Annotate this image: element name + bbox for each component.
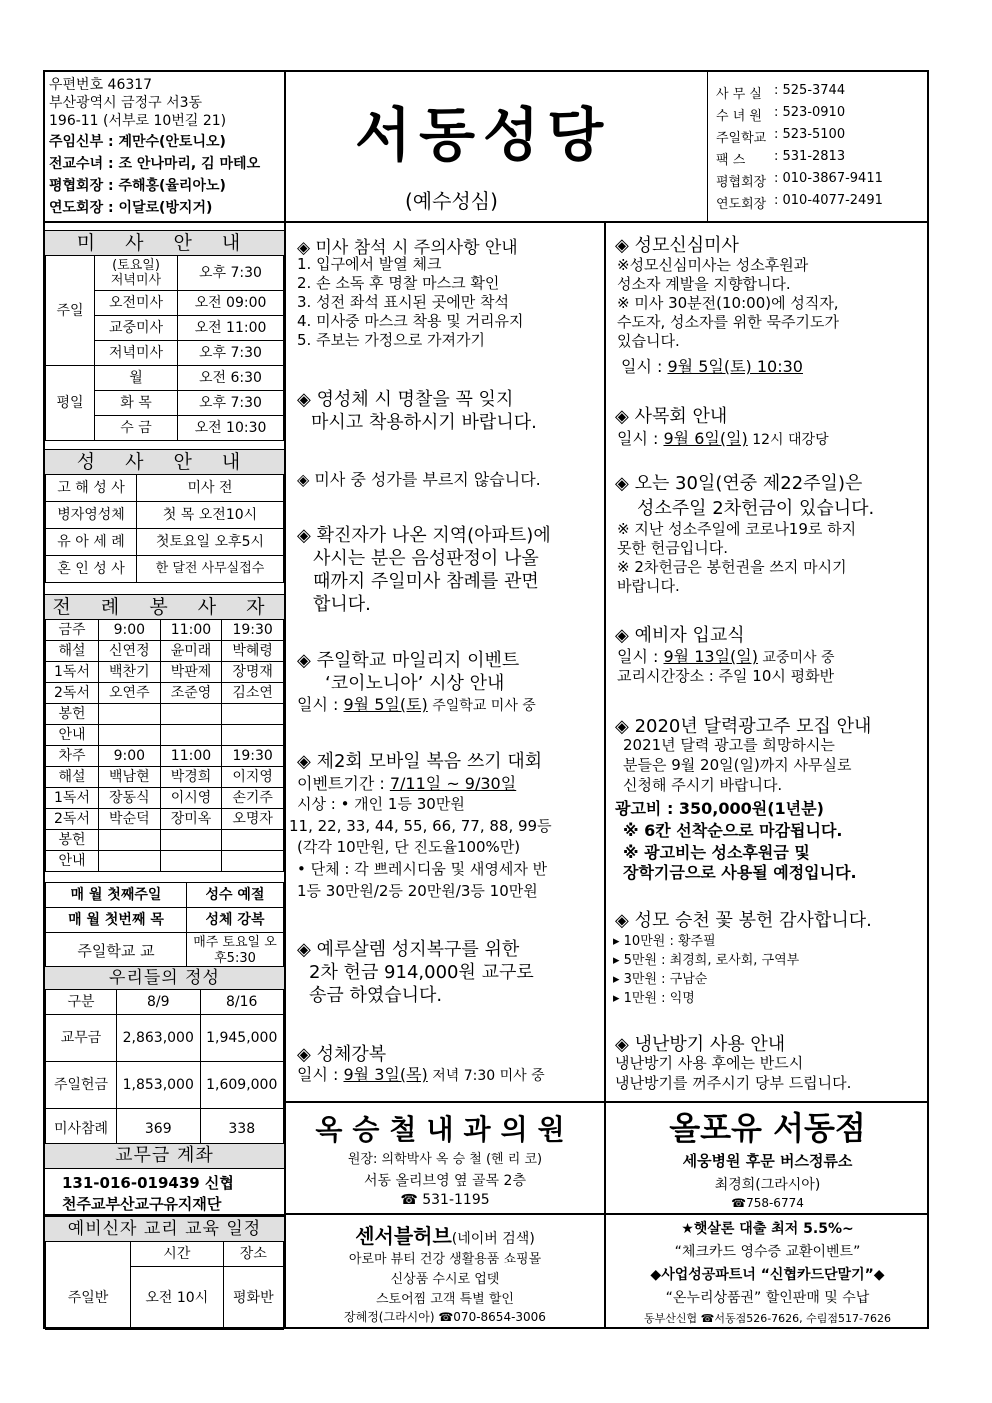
- server-row: [46, 851, 284, 872]
- ads-mid-divider: [285, 1213, 929, 1215]
- mass-time: 오전 6:30: [178, 366, 284, 391]
- contact-label: 사 무 실: [716, 87, 762, 102]
- notice-title: ◈ 성체강복: [297, 1044, 387, 1065]
- server-name: [99, 725, 161, 746]
- date-suffix: 12시 대강당: [747, 432, 829, 448]
- offering-row-label: 주일헌금: [46, 1062, 117, 1109]
- sacrament-table: [45, 474, 284, 583]
- date-line: [297, 1062, 545, 1085]
- server-name: 장동식: [99, 788, 161, 809]
- catechumen-time: 오전 10시: [131, 1267, 224, 1330]
- offering-value: 2,863,000: [117, 1015, 201, 1062]
- notice-line: ▸ 3만원 : 구남순: [613, 972, 708, 987]
- date-line: [617, 644, 835, 667]
- notice-title: ◈ 오는 30일(연중 제22주일)은: [615, 473, 863, 494]
- mass-time: 오전 10:30: [178, 416, 284, 441]
- notice-line: 1. 입구에서 발열 체크: [297, 255, 442, 273]
- notice-line: ※ 지난 성소주일에 코로나19로 하지: [617, 520, 857, 538]
- offering-col: 8/9: [117, 990, 201, 1015]
- contact-label: 연도회장: [716, 197, 767, 212]
- mass-time: 오전 11:00: [178, 316, 284, 341]
- server-role: 1독서: [46, 788, 99, 809]
- clinic-address: 서동 올리브영 옆 골목 2층: [364, 1173, 526, 1189]
- offering-table: [45, 989, 284, 1150]
- date-suffix: 저녁 7:30 미사 중: [427, 1068, 545, 1084]
- server-role: 차주: [46, 746, 99, 767]
- sacrament-value: 미사 전: [137, 475, 284, 502]
- notice-title: ◈ 성모신심미사: [615, 235, 739, 256]
- contact-value: : 531-2813: [774, 149, 846, 164]
- notice-line: ※ 미사 30분전(10:00)에 성직자,: [617, 294, 839, 312]
- herb-tag: (네이버 검색): [451, 1231, 535, 1247]
- sisters: 전교수녀 : 조 안나마리, 김 마테오: [49, 156, 261, 172]
- notice-line: 장학기금으로 사용될 예정입니다.: [623, 863, 857, 882]
- credit-contact: 동부산신협 ☎서동점526-7626, 수림점517-7626: [644, 1312, 891, 1325]
- servers-table: [45, 619, 284, 872]
- monthly-value: 성체 강복: [187, 908, 284, 933]
- mass-name: (토요일) 저녁미사: [95, 256, 178, 291]
- date-line: [621, 354, 803, 377]
- herb-title: [286, 1220, 604, 1249]
- monthly-table: [45, 882, 284, 970]
- notice-line: 분들은 9월 20일(일)까지 사무실로: [623, 756, 852, 774]
- herb-line: 신상품 수시로 업뎃: [390, 1272, 500, 1287]
- monthly-value: 성수 예절: [187, 883, 284, 908]
- pastor: 주임신부 : 계만수(안토니오): [49, 134, 226, 150]
- notice-title: ◈ 영성체 시 명찰을 꼭 잊지: [297, 389, 514, 410]
- mass-name: 화 목: [95, 391, 178, 416]
- offering-row-label: 미사참례: [46, 1109, 117, 1150]
- catechumen-row-label: 주일반: [46, 1267, 131, 1330]
- server-name: [160, 725, 222, 746]
- server-role: 안내: [46, 851, 99, 872]
- notice-line: 냉난방기 사용 후에는 반드시: [615, 1054, 804, 1072]
- notice-line: 광고비 : 350,000원(1년분): [615, 799, 824, 818]
- credit-line: “체크카드 영수증 교환이벤트”: [674, 1244, 861, 1260]
- mass-table: [45, 255, 284, 441]
- date-value: 7/11일 ~ 9/30일: [389, 774, 517, 793]
- mass-time: 오후 7:30: [178, 256, 284, 291]
- server-row: [46, 788, 284, 809]
- school-label: 주일학교 교: [46, 933, 187, 970]
- sacrament-value: 첫 목 오전10시: [137, 502, 284, 529]
- sacrament-name: 고 해 성 사: [46, 475, 137, 502]
- server-name: 이지영: [222, 767, 284, 788]
- date-line: [617, 426, 829, 449]
- server-role: 안내: [46, 725, 99, 746]
- sacrament-name: 유 아 세 례: [46, 529, 137, 556]
- server-row: [46, 746, 284, 767]
- notice-line: 성소주일 2차헌금이 있습니다.: [637, 498, 875, 519]
- server-name: 윤미래: [160, 641, 222, 662]
- herb-line: 스토어찜 고객 특별 할인: [376, 1292, 514, 1307]
- notice-line: 사시는 분은 음성판정이 나올: [313, 548, 539, 569]
- date-value: 9월 5일(토) 10:30: [667, 357, 803, 376]
- notice-line: 신청해 주시기 바랍니다.: [623, 776, 783, 794]
- notice-line: 수도자, 성소자를 위한 묵주기도가: [617, 313, 839, 331]
- date-prefix: 일시 :: [297, 695, 344, 714]
- herb-line: 아로마 뷰티 건강 생활용품 쇼핑몰: [348, 1252, 542, 1267]
- date-value: 9월 13일(일): [663, 647, 758, 666]
- server-role: 봉헌: [46, 830, 99, 851]
- server-role: 해설: [46, 641, 99, 662]
- offering-row-label: 교무금: [46, 1015, 117, 1062]
- page-title: 서동성당: [355, 101, 612, 169]
- allpo-contact: 최경희(그라시아): [714, 1177, 821, 1193]
- date-prefix: 일시 :: [617, 647, 664, 666]
- notice-line: 11, 22, 33, 44, 55, 66, 77, 88, 99등: [289, 817, 552, 835]
- server-name: [222, 851, 284, 872]
- date-prefix: 이벤트기간 :: [297, 774, 390, 793]
- account-holder: 천주교부산교구유지재단: [62, 1195, 222, 1213]
- mass-heading: 미 사 안 내: [45, 230, 284, 256]
- contact-label: 평협회장: [716, 175, 767, 190]
- offering-value: 1,609,000: [200, 1062, 284, 1109]
- server-name: [222, 704, 284, 725]
- notice-line: ※ 6칸 선착순으로 마감됩니다.: [623, 821, 843, 840]
- contact-value: : 010-3867-9411: [774, 171, 883, 186]
- notice-title: ◈ 미사 참석 시 주의사항 안내: [297, 238, 518, 258]
- server-name: [160, 851, 222, 872]
- server-row: [46, 830, 284, 851]
- notice-line: ▸ 1만원 : 익명: [613, 991, 695, 1006]
- server-role: 1독서: [46, 662, 99, 683]
- notice-line: 냉난방기를 꺼주시기 당부 드립니다.: [615, 1074, 852, 1092]
- server-name: 이시영: [160, 788, 222, 809]
- account-heading: 교무금 계좌: [45, 1143, 284, 1169]
- server-role: 봉헌: [46, 704, 99, 725]
- server-name: 19:30: [222, 746, 284, 767]
- sacrament-value: 첫토요일 오후5시: [137, 529, 284, 556]
- server-name: 박혜령: [222, 641, 284, 662]
- date-prefix: 일시 :: [297, 1065, 344, 1084]
- notice-line: 2021년 달력 광고를 희망하시는: [623, 736, 835, 754]
- notice-title: ◈ 사목회 안내: [615, 406, 728, 427]
- notice-title: ◈ 예비자 입교식: [615, 625, 745, 646]
- offering-col: 구분: [46, 990, 117, 1015]
- school-value: 매주 토요일 오후5:30: [187, 933, 284, 970]
- sacrament-name: 혼 인 성 사: [46, 556, 137, 583]
- date-value: 9월 6일(일): [663, 429, 748, 448]
- notice-line: 1등 30만원/2등 20만원/3등 10만원: [297, 882, 538, 900]
- server-name: 손기주: [222, 788, 284, 809]
- date-suffix: 주일학교 미사 중: [427, 698, 536, 714]
- server-name: 장명재: [222, 662, 284, 683]
- catechumen-place: 평화반: [223, 1267, 283, 1330]
- mass-name: 월: [95, 366, 178, 391]
- notice-line: 못한 헌금입니다.: [617, 539, 728, 557]
- notice-title: ◈ 성모 승천 꽃 봉헌 감사합니다.: [615, 910, 872, 931]
- notice-title: ◈ 주일학교 마일리지 이벤트: [297, 650, 520, 671]
- notice-title: ◈ 제2회 모바일 복음 쓰기 대회: [297, 751, 543, 772]
- notice-line: 바랍니다.: [617, 577, 680, 595]
- monthly-name: 매 월 첫번째 목: [46, 908, 187, 933]
- mass-time: 오후 7:30: [178, 341, 284, 366]
- date-line: [297, 771, 516, 794]
- catechumen-heading: 예비신자 교리 교육 일정: [45, 1216, 284, 1242]
- server-row: [46, 641, 284, 662]
- address-line-1: 부산광역시 금정구 서3동: [49, 95, 203, 111]
- clinic-name: 옥승철내과의원: [315, 1113, 575, 1146]
- notice-line: ※ 2차헌금은 봉헌권을 쓰지 마시기: [617, 558, 847, 576]
- catechumen-table: [45, 1241, 284, 1330]
- server-name: [160, 830, 222, 851]
- mass-name: 교중미사: [95, 316, 178, 341]
- server-name: 9:00: [99, 620, 161, 641]
- sunday-label: 주일: [46, 256, 95, 366]
- offering-value: 1,945,000: [200, 1015, 284, 1062]
- allpo-name: 올포유 서동점: [669, 1109, 866, 1147]
- contact-label: 주일학교: [716, 131, 767, 146]
- server-name: 박판제: [160, 662, 222, 683]
- sacrament-value: 한 달전 사무실접수: [137, 556, 284, 583]
- notice-title: ◈ 2020년 달력광고주 모집 안내: [615, 716, 872, 737]
- credit-line: ★햇살론 대출 최저 5.5%~: [681, 1221, 854, 1237]
- date-value: 9월 5일(토): [343, 695, 428, 714]
- header-divider: [43, 221, 929, 223]
- herb-name: 센서블허브: [355, 1224, 452, 1248]
- server-role: 해설: [46, 767, 99, 788]
- contact-value: : 523-5100: [774, 127, 846, 142]
- catechumen-col: 장소: [223, 1242, 283, 1267]
- legion-head: 연도회장 : 이달로(방지거): [49, 200, 213, 216]
- notice-line: ▸ 10만원 : 황주필: [613, 934, 716, 949]
- notice-title: ◈ 예루살렘 성지복구를 위한: [297, 939, 520, 960]
- notice-line: ※성모신심미사는 성소후원과: [617, 256, 809, 274]
- server-row: [46, 620, 284, 641]
- server-name: 장미옥: [160, 809, 222, 830]
- monthly-name: 매 월 첫째주일: [46, 883, 187, 908]
- notice-line: 성소자 계발을 지향합니다.: [617, 275, 791, 293]
- weekday-label: 평일: [46, 366, 95, 441]
- server-row: [46, 725, 284, 746]
- notice-line: 합니다.: [313, 594, 371, 615]
- server-name: 조준영: [160, 683, 222, 704]
- offering-col: 8/16: [200, 990, 284, 1015]
- notice-title: ◈ 냉난방기 사용 안내: [615, 1034, 786, 1055]
- notice-line: 교리시간장소 : 주일 10시 평화반: [617, 667, 835, 685]
- date-suffix: 교중미사 중: [757, 650, 835, 666]
- notice-line: ※ 광고비는 성소후원금 및: [623, 843, 810, 862]
- council-head: 평협회장 : 주해홍(율리아노): [49, 178, 226, 194]
- notice-line: 5. 주보는 가정으로 가져가기: [297, 331, 486, 349]
- catechumen-col: 시간: [131, 1242, 224, 1267]
- clinic-doctor: 원장: 의학박사 옥 승 철 (헨 리 코): [347, 1152, 543, 1167]
- contact-divider: [707, 70, 708, 221]
- server-role: 2독서: [46, 683, 99, 704]
- page-subtitle: (예수성심): [405, 189, 498, 213]
- notice-line: 송금 하였습니다.: [309, 985, 443, 1006]
- server-name: 백남현: [99, 767, 161, 788]
- mass-name: 저녁미사: [95, 341, 178, 366]
- contact-value: : 010-4077-2491: [774, 193, 883, 208]
- offering-heading: 우리들의 정성: [45, 966, 284, 990]
- mass-name: 수 금: [95, 416, 178, 441]
- mass-time: 오전 09:00: [178, 291, 284, 316]
- servers-heading: 전 례 봉 사 자: [45, 594, 284, 620]
- notice-line: 시상 : • 개인 1등 30만원: [297, 795, 465, 813]
- server-row: [46, 704, 284, 725]
- contact-value: : 525-3744: [774, 83, 846, 98]
- server-name: 박경희: [160, 767, 222, 788]
- notice-line: 때까지 주일미사 참례를 관면: [313, 571, 539, 592]
- server-name: [222, 725, 284, 746]
- server-name: 19:30: [222, 620, 284, 641]
- date-prefix: 일시 :: [617, 429, 664, 448]
- notice-title: ◈ 확진자가 나온 지역(아파트)에: [297, 525, 551, 546]
- notice-line: • 단체 : 각 쁘레시디움 및 새영세자 반: [297, 860, 548, 878]
- server-name: 11:00: [160, 620, 222, 641]
- postal-code: 우편번호 46317: [49, 77, 153, 93]
- notice-line: 2. 손 소독 후 명찰 마스크 확인: [297, 274, 500, 292]
- date-value: 9월 3일(목): [343, 1065, 428, 1084]
- server-row: [46, 809, 284, 830]
- herb-contact: 장혜정(그라시아) ☎070-8654-3006: [344, 1310, 546, 1324]
- server-role: 금주: [46, 620, 99, 641]
- server-name: 오명자: [222, 809, 284, 830]
- account-number: 131-016-019439 신협: [62, 1174, 234, 1192]
- credit-line: ◆사업성공파트너 “신협카드단말기”◆: [650, 1267, 885, 1283]
- server-name: [99, 830, 161, 851]
- notice-line: 4. 미사중 마스크 착용 및 거리유지: [297, 312, 524, 330]
- server-name: 박순덕: [99, 809, 161, 830]
- address-line-2: 196-11 (서부로 10번길 21): [49, 113, 227, 129]
- offering-value: 338: [200, 1109, 284, 1150]
- server-name: 11:00: [160, 746, 222, 767]
- catechumen-blank: [46, 1242, 131, 1267]
- middle-column-divider: [604, 221, 606, 1101]
- server-name: [99, 851, 161, 872]
- sacrament-heading: 성 사 안 내: [45, 449, 284, 475]
- server-row: [46, 767, 284, 788]
- credit-line: “온누리상품권” 할인판매 및 수납: [665, 1290, 870, 1306]
- contact-value: : 523-0910: [774, 105, 846, 120]
- server-name: 9:00: [99, 746, 161, 767]
- date-line: [297, 692, 536, 715]
- notice-line: ▸ 5만원 : 최경희, 로사회, 구역부: [613, 953, 800, 968]
- notice-line: (각각 10만원, 단 진도율100%만): [297, 838, 521, 856]
- server-name: [222, 830, 284, 851]
- server-role: 2독서: [46, 809, 99, 830]
- mass-name: 오전미사: [95, 291, 178, 316]
- allpo-location: 세웅병원 후문 버스정류소: [682, 1152, 853, 1170]
- notice-line: 마시고 착용하시기 바랍니다.: [311, 412, 537, 433]
- notice-line: ‘코이노니아’ 시상 안내: [325, 673, 505, 694]
- server-row: [46, 662, 284, 683]
- server-name: [99, 704, 161, 725]
- offering-value: 1,853,000: [117, 1062, 201, 1109]
- notice-title: ◈ 미사 중 성가를 부르지 않습니다.: [297, 470, 541, 489]
- server-row: [46, 683, 284, 704]
- server-name: 김소연: [222, 683, 284, 704]
- server-name: 신연정: [99, 641, 161, 662]
- notice-line: 2차 헌금 914,000원 교구로: [309, 962, 534, 983]
- date-prefix: 일시 :: [621, 357, 668, 376]
- clinic-phone: ☎ 531-1195: [400, 1192, 490, 1208]
- notice-line: 3. 성전 좌석 표시된 곳에만 착석: [297, 293, 510, 311]
- offering-value: 369: [117, 1109, 201, 1150]
- server-name: 오연주: [99, 683, 161, 704]
- server-name: 백찬기: [99, 662, 161, 683]
- mass-time: 오후 7:30: [178, 391, 284, 416]
- allpo-phone: ☎758-6774: [731, 1196, 804, 1210]
- sacrament-name: 병자영성체: [46, 502, 137, 529]
- server-name: [160, 704, 222, 725]
- notice-line: 있습니다.: [617, 332, 680, 350]
- contact-label: 수 녀 원: [716, 109, 762, 124]
- contact-label: 팩 스: [716, 153, 746, 168]
